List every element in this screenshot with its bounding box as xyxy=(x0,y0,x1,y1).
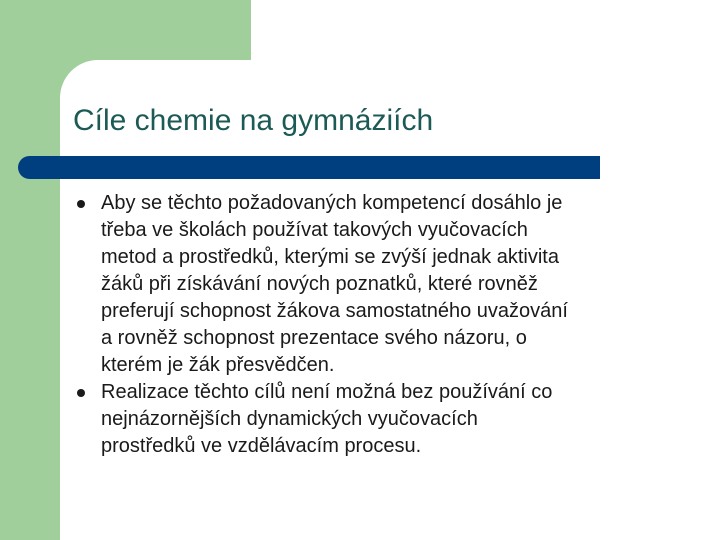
bullet-text-line: prostředků ve vzdělávacím procesu. xyxy=(101,435,422,457)
bullet-item xyxy=(77,379,677,460)
bullet-text-line: kterém je žák přesvědčen. xyxy=(101,354,335,376)
bullet-dot-icon xyxy=(77,200,85,208)
decorative-green-block-left xyxy=(0,0,60,540)
bullet-list xyxy=(77,190,677,460)
bullet-text-line: metod a prostředků, kterými se zvýší jednak aktivita xyxy=(101,246,559,268)
bullet-text-line: a rovněž schopnost prezentace svého názoru, o xyxy=(101,327,527,349)
bullet-text-line: třeba ve školách používat takových vyučovacích xyxy=(101,219,528,241)
bullet-text-line: Aby se těchto požadovaných kompetencí dosáhlo je xyxy=(101,192,563,214)
bullet-text-line: preferují schopnost žákova samostatného uvažování xyxy=(101,300,568,322)
bullet-text-line: Realizace těchto cílů není možná bez používání co xyxy=(101,381,553,403)
bullet-item xyxy=(77,190,677,379)
slide-title: Cíle chemie na gymnáziích xyxy=(73,104,434,137)
bullet-text-line: nejnázornějších dynamických vyučovacích xyxy=(101,408,478,430)
bullet-dot-icon xyxy=(77,389,85,397)
title-underline-bar xyxy=(18,156,600,179)
bullet-text-line: žáků při získávání nových poznatků, které rovněž xyxy=(101,273,538,295)
